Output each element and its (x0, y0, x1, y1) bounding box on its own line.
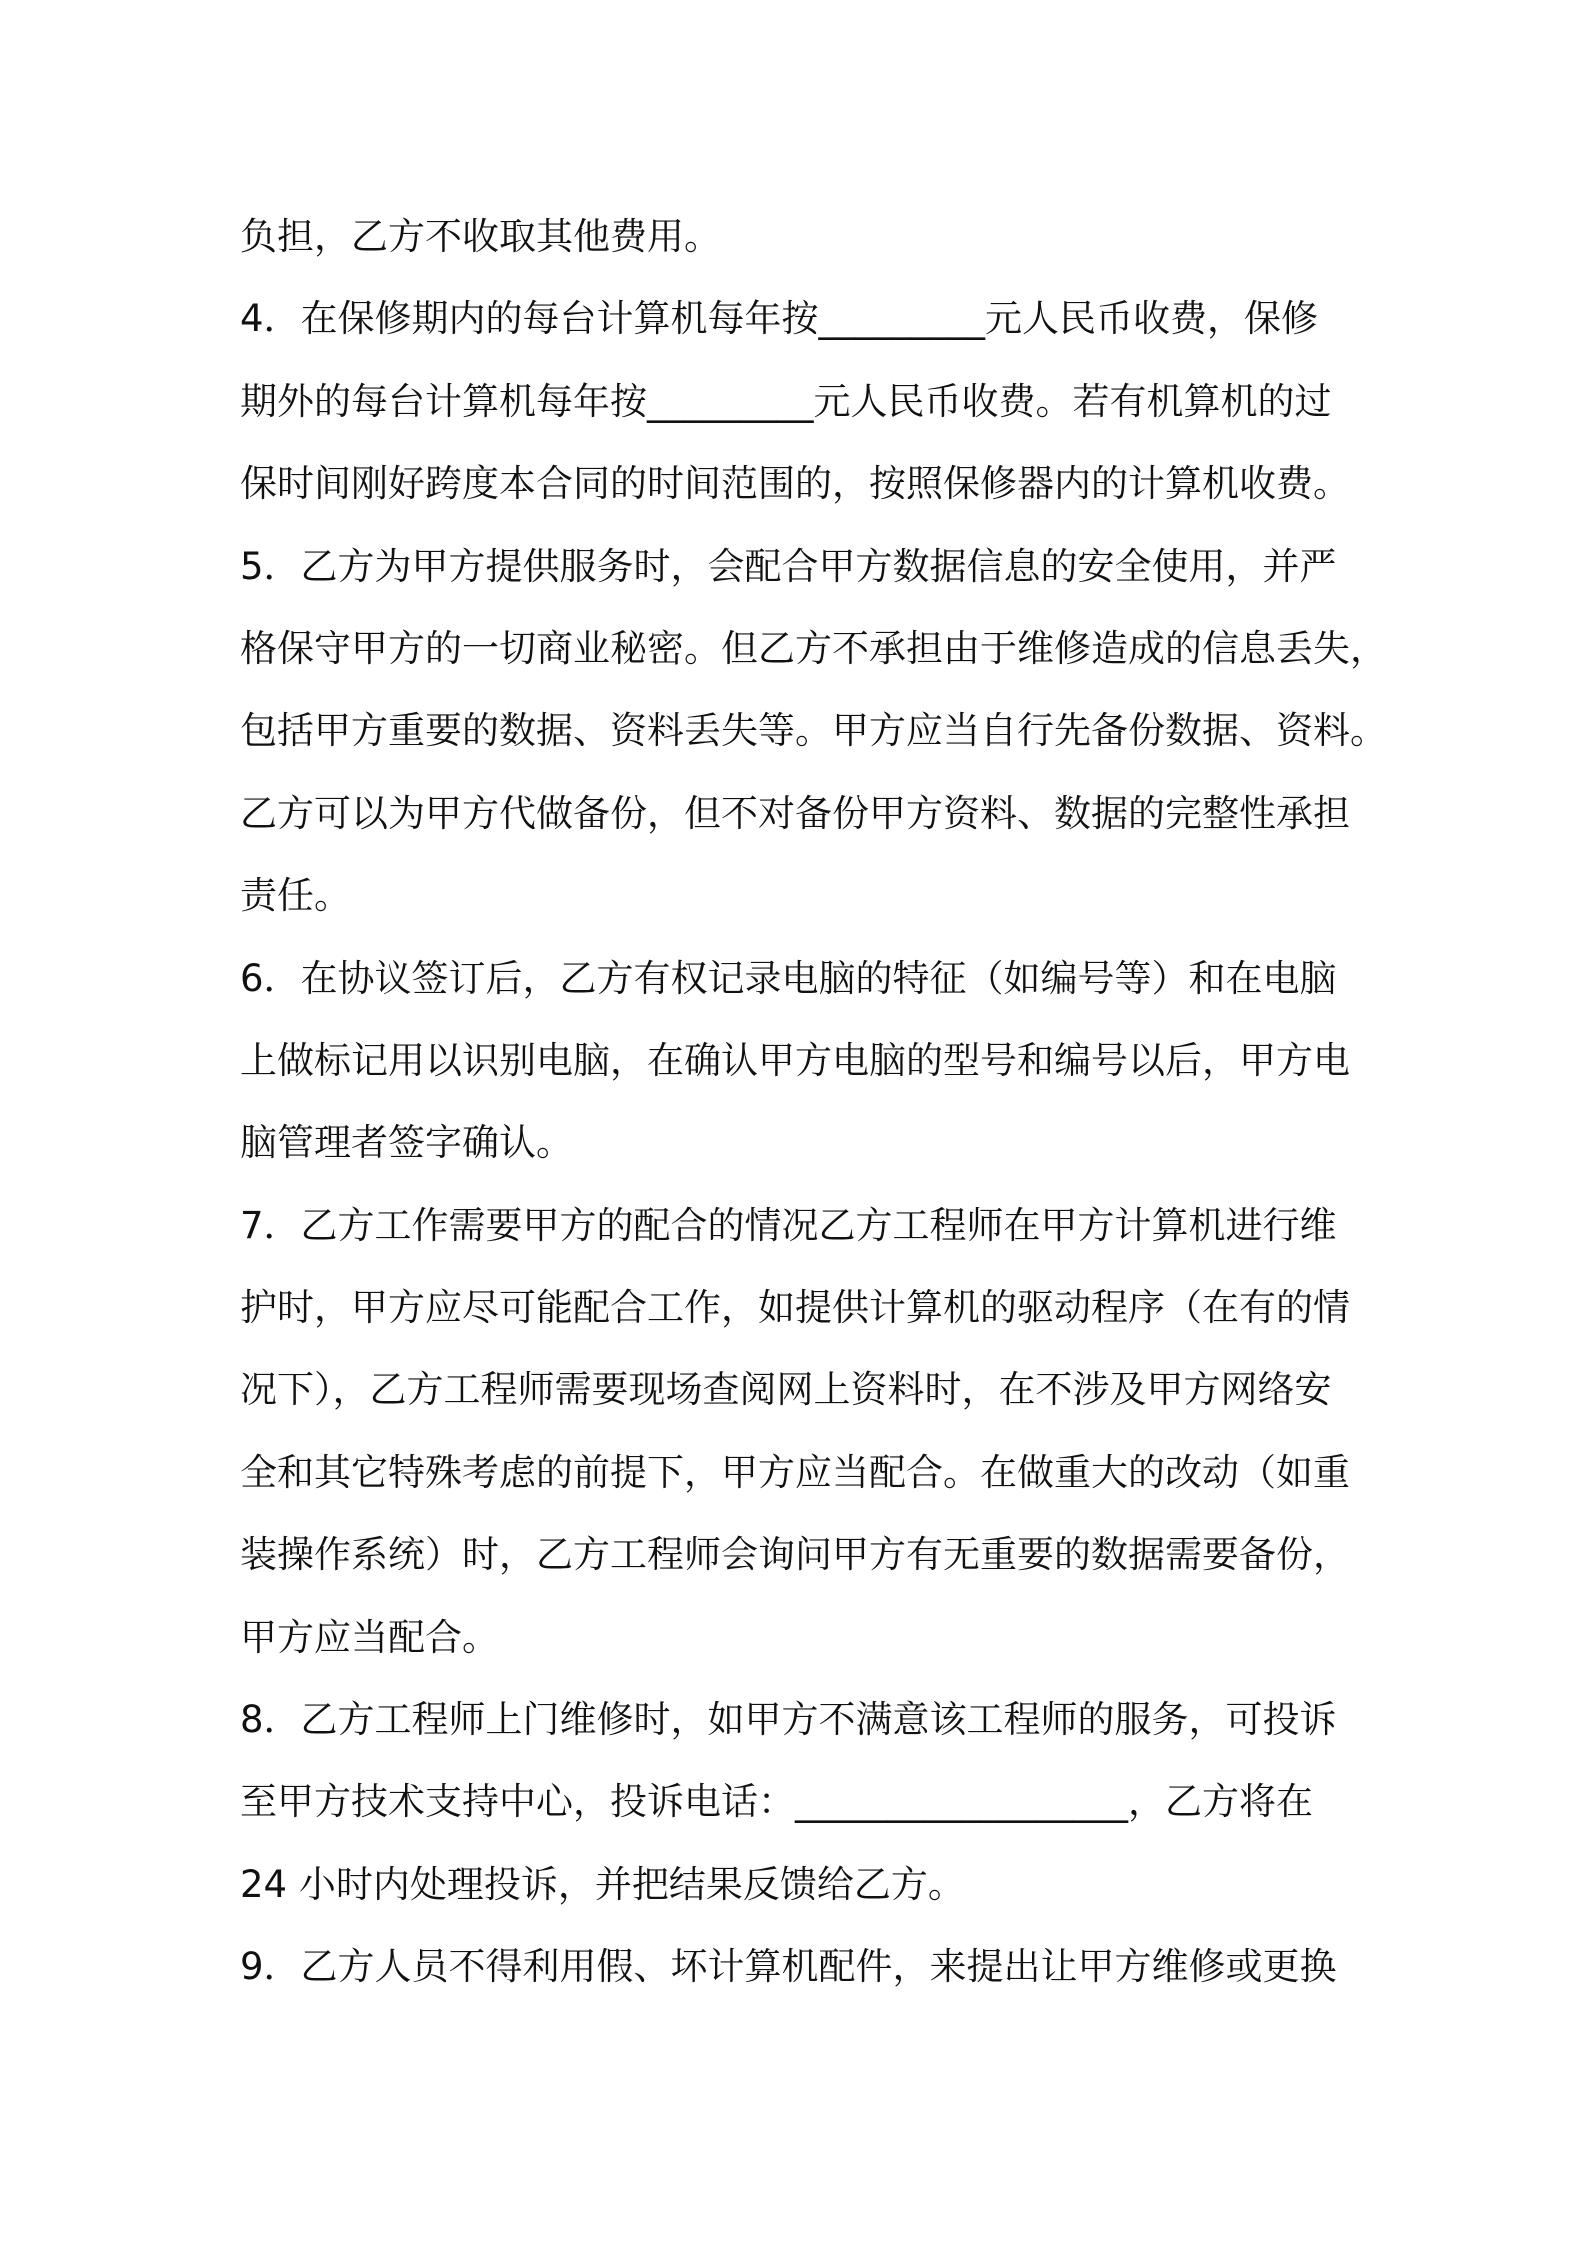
text-line: 5．乙方为甲方提供服务时，会配合甲方数据信息的安全使用，并严 (240, 544, 1337, 588)
text-line: 8．乙方工程师上门维修时，如甲方不满意该工程师的服务，可投诉 (240, 1698, 1337, 1742)
text-line: 脑管理者签字确认。 (240, 1121, 573, 1165)
text-line: 甲方应当配合。 (240, 1615, 499, 1659)
text-line: 负担，乙方不收取其他费用。 (240, 215, 721, 258)
text-line: 全和其它特殊考虑的前提下，甲方应当配合。在做重大的改动（如重 (240, 1450, 1350, 1494)
text-line: 上做标记用以识别电脑，在确认甲方电脑的型号和编号以后，甲方电 (240, 1038, 1350, 1082)
text-line: 至甲方技术支持中心，投诉电话：__________________，乙方将在 (240, 1780, 1313, 1824)
text-line: 况下），乙方工程师需要现场查阅网上资料时，在不涉及甲方网络安 (240, 1368, 1332, 1412)
text-line: 6．在协议签订后，乙方有权记录电脑的特征（如编号等）和在电脑 (240, 956, 1337, 1000)
text-line: 护时，甲方应尽可能配合工作，如提供计算机的驱动程序（在有的情 (240, 1286, 1350, 1330)
text-line: 4．在保修期内的每台计算机每年按_________元人民币收费，保修 (240, 297, 1319, 341)
document-body (240, 196, 1387, 2009)
text-line: 责任。 (240, 874, 351, 918)
text-line: 格保守甲方的一切商业秘密。但乙方不承担由于维修造成的信息丢失， (240, 626, 1387, 670)
text-line: 24 小时内处理投诉，并把结果反馈给乙方。 (240, 1862, 965, 1906)
text-line: 乙方可以为甲方代做备份，但不对备份甲方资料、数据的完整性承担 (240, 791, 1350, 835)
text-line: 包括甲方重要的数据、资料丢失等。甲方应当自行先备份数据、资料。 (240, 709, 1387, 753)
text-line: 装操作系统）时，乙方工程师会询问甲方有无重要的数据需要备份， (240, 1533, 1350, 1577)
text-line: 保时间刚好跨度本合同的时间范围的，按照保修器内的计算机收费。 (240, 462, 1350, 506)
text-line: 期外的每台计算机每年按_________元人民币收费。若有机算机的过 (240, 379, 1332, 423)
text-line: 7．乙方工作需要甲方的配合的情况乙方工程师在甲方计算机进行维 (240, 1203, 1337, 1247)
text-line: 9．乙方人员不得利用假、坏计算机配件，来提出让甲方维修或更换 (240, 1945, 1337, 1989)
